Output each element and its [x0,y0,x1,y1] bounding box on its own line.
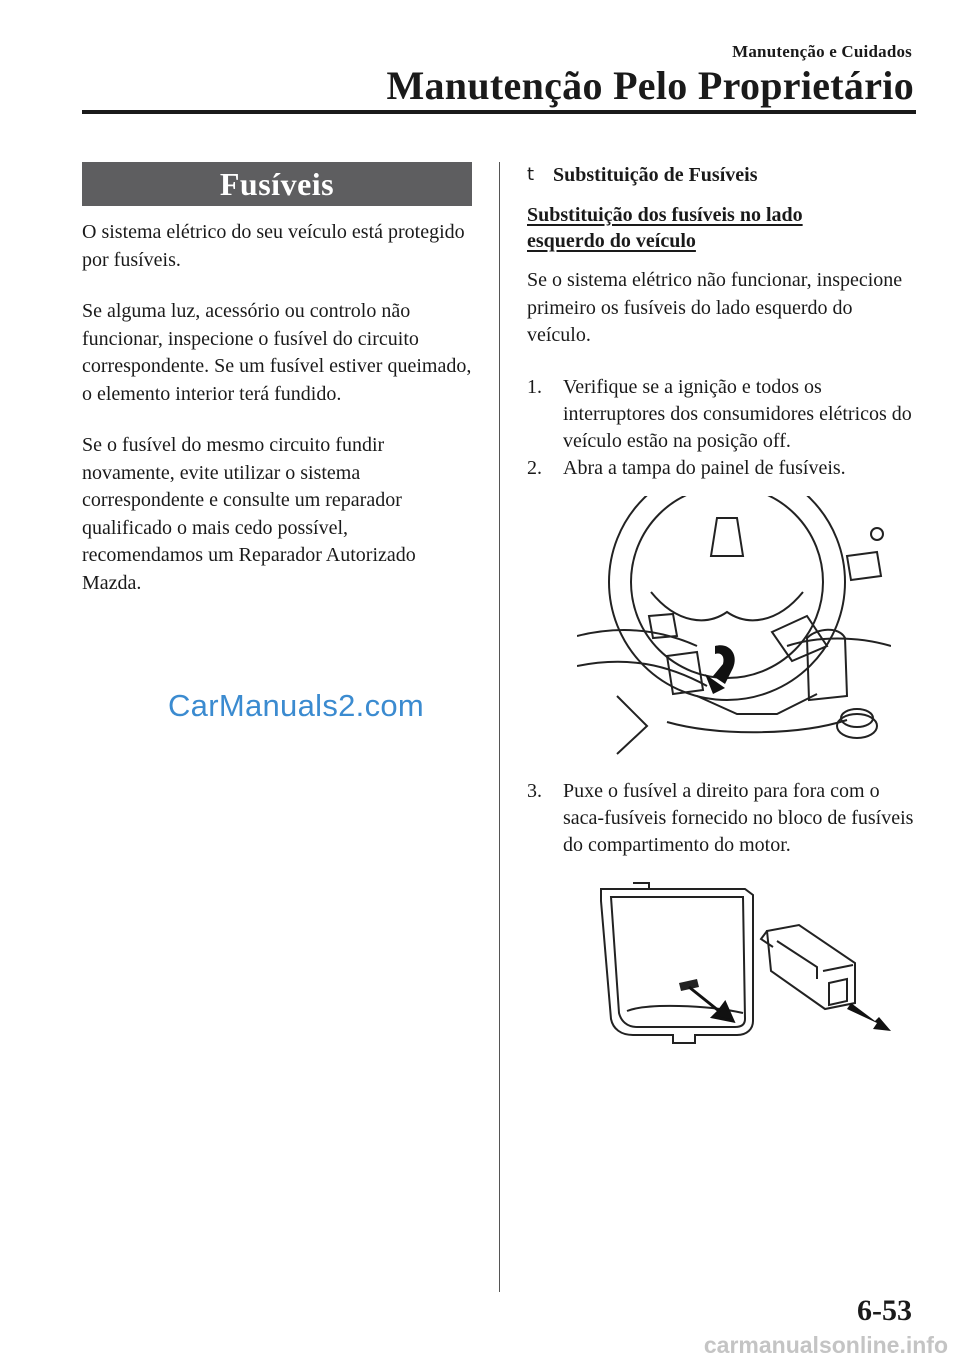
steps-list [527,778,917,859]
subheading [527,164,917,187]
fuse-panel-cover-illustration [577,496,891,760]
right-column [527,162,917,1061]
page-number: 6-53 [857,1294,912,1327]
list-item [527,778,917,859]
step-text: Puxe o fusível a direito para fora com o saca-fusíveis fornecido no bloco de fusíveis do compartimento do motor. [563,779,914,856]
step-number: 2. [527,456,542,479]
list-item [527,455,917,482]
paragraph: O sistema elétrico do seu veículo está protegido por fusíveis. [82,221,465,271]
watermark-logo: CarManuals2.com [168,688,425,723]
intro-paragraph: Se o sistema elétrico não funcionar, inspecione primeiro os fusíveis do lado esquerdo do veículo. [527,269,903,346]
chapter-header: Manutenção e Cuidados [732,42,912,61]
left-column [82,162,472,621]
header-rule [82,110,916,114]
list-item [527,374,917,455]
step-number: 1. [527,375,542,398]
subheading-text: Substituição de Fusíveis [553,164,758,186]
topic-heading [527,202,839,254]
fuse-puller-illustration [577,871,891,1061]
steps-list [527,374,917,482]
paragraph: Se alguma luz, acessório ou controlo não funcionar, inspecione o fusível do circuito correspondente. Se um fusível estiver queimado, o elemento interior terá fundido. [82,300,472,405]
column-divider [499,162,500,1292]
section-marker-icon: t [527,164,535,185]
step-number: 3. [527,779,542,802]
paragraph: Se o fusível do mesmo circuito fundir novamente, evite utilizar o sistema correspondente e consulte um reparador qualificado o mais cedo possível, recomendamos um Reparador Autorizado Mazda. [82,434,416,594]
footer-watermark: carmanualsonline.info [703,1332,948,1358]
step-text: Verifique se a ignição e todos os interruptores dos consumidores elétricos do veículo estão na posição off. [563,375,912,452]
step-text: Abra a tampa do painel de fusíveis. [563,456,846,479]
section-banner: Fusíveis [82,162,472,206]
topic-heading-text: Substituição dos fusíveis no lado esquerdo do veículo [527,204,803,252]
section-header: Manutenção Pelo Proprietário [386,63,914,108]
